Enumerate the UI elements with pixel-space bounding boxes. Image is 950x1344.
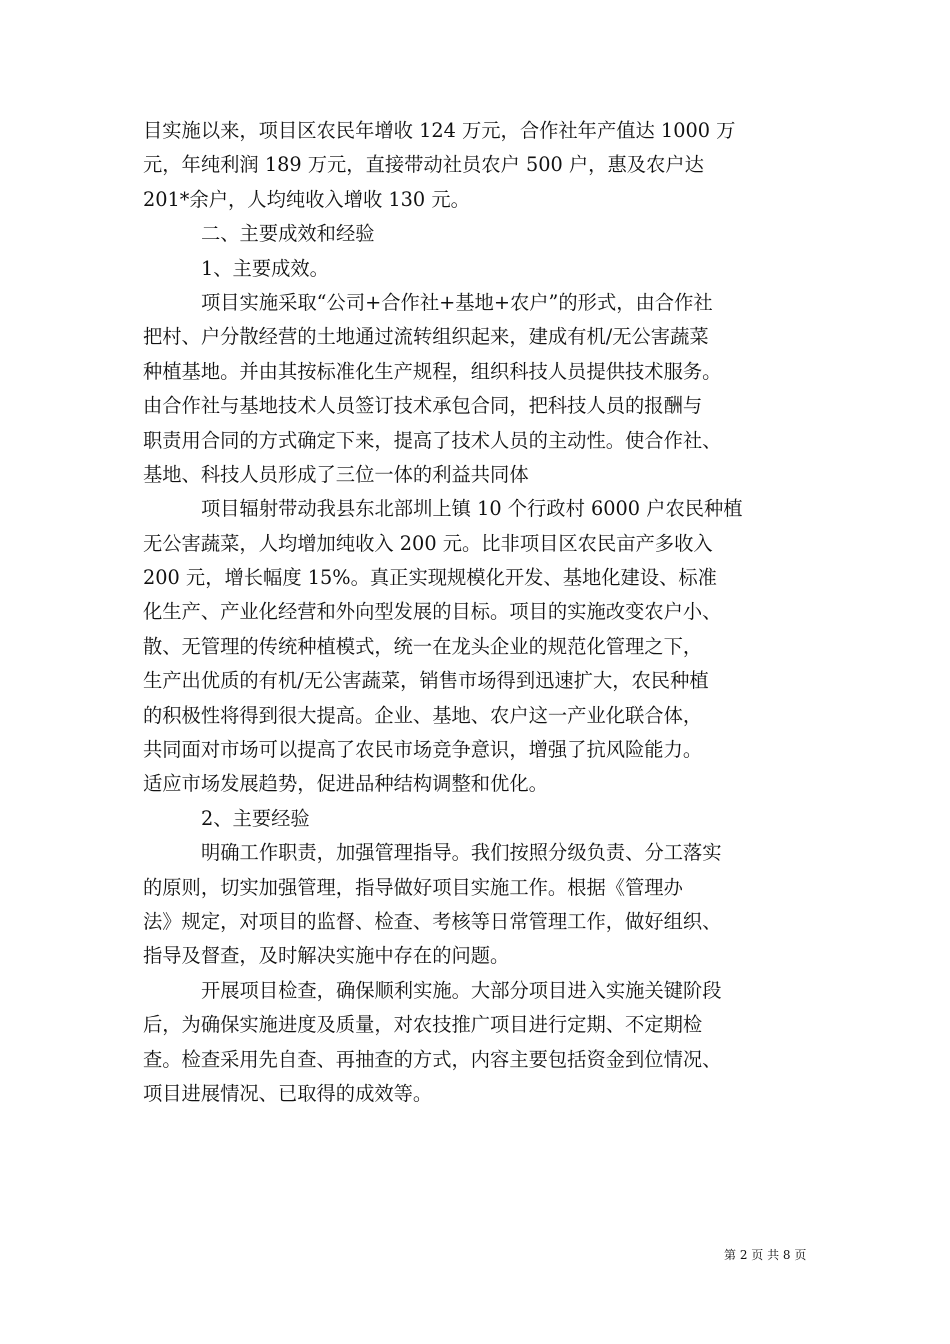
paragraph-line: 法》规定，对项目的监督、检查、考核等日常管理工作，做好组织、 [143,909,722,933]
paragraph-line: 指导及督查，及时解决实施中存在的问题。 [143,944,510,968]
paragraph-line: 项目进展情况、已取得的成效等。 [143,1081,433,1105]
paragraph-line: 查。检查采用先自查、再抽查的方式，内容主要包括资金到位情况、 [143,1047,722,1071]
paragraph-line: 基地、科技人员形成了三位一体的利益共同体 [143,462,529,486]
paragraph-line: 的积极性将得到很大提高。企业、基地、农户这一产业化联合体， [143,703,703,727]
paragraph-line: 种植基地。并由其按标准化生产规程，组织科技人员提供技术服务。 [143,359,722,383]
paragraph-line: 项目辐射带动我县东北部圳上镇 10 个行政村 6000 户农民种植 [201,497,743,521]
paragraph-line: 明确工作职责，加强管理指导。我们按照分级负责、分工落实 [201,841,722,865]
subsection-heading: 2、主要经验 [201,806,310,830]
paragraph-line: 201*余户，人均纯收入增收 130 元。 [143,187,470,211]
paragraph-line: 共同面对市场可以提高了农民市场竞争意识，增强了抗风险能力。 [143,738,703,762]
subsection-heading: 1、主要成效。 [201,256,329,280]
document-body [143,114,833,1111]
paragraph-line: 元，年纯利润 189 万元，直接带动社员农户 500 户，惠及农户达 [143,153,704,177]
page-number: 第 2 页 共 8 页 [724,1248,807,1262]
paragraph-line: 职责用合同的方式确定下来，提高了技术人员的主动性。使合作社、 [143,428,722,452]
paragraph-line: 散、无管理的传统种植模式，统一在龙头企业的规范化管理之下， [143,634,703,658]
paragraph-line: 项目实施采取“公司+合作社+基地+农户”的形式，由合作社 [201,290,713,314]
paragraph-line: 无公害蔬菜，人均增加纯收入 200 元。比非项目区农民亩产多收入 [143,531,713,555]
paragraph-line: 后，为确保实施进度及质量，对农技推广项目进行定期、不定期检 [143,1013,703,1037]
section-heading: 二、主要成效和经验 [201,222,375,246]
paragraph-line: 开展项目检查，确保顺利实施。大部分项目进入实施关键阶段 [201,978,722,1002]
paragraph-line: 适应市场发展趋势，促进品种结构调整和优化。 [143,772,548,796]
paragraph-line: 的原则，切实加强管理，指导做好项目实施工作。根据《管理办 [143,875,683,899]
paragraph-line: 生产出优质的有机/无公害蔬菜，销售市场得到迅速扩大，农民种植 [143,669,709,693]
paragraph-line: 200 元，增长幅度 15%。真正实现规模化开发、基地化建设、标准 [143,566,717,590]
paragraph-line: 目实施以来，项目区农民年增收 124 万元，合作社年产值达 1000 万 [143,119,736,142]
paragraph-line: 化生产、产业化经营和外向型发展的目标。项目的实施改变农户小、 [143,600,722,624]
paragraph-line: 由合作社与基地技术人员签订技术承包合同，把科技人员的报酬与 [143,394,703,418]
paragraph-line: 把村、户分散经营的土地通过流转组织起来，建成有机/无公害蔬菜 [143,325,709,349]
